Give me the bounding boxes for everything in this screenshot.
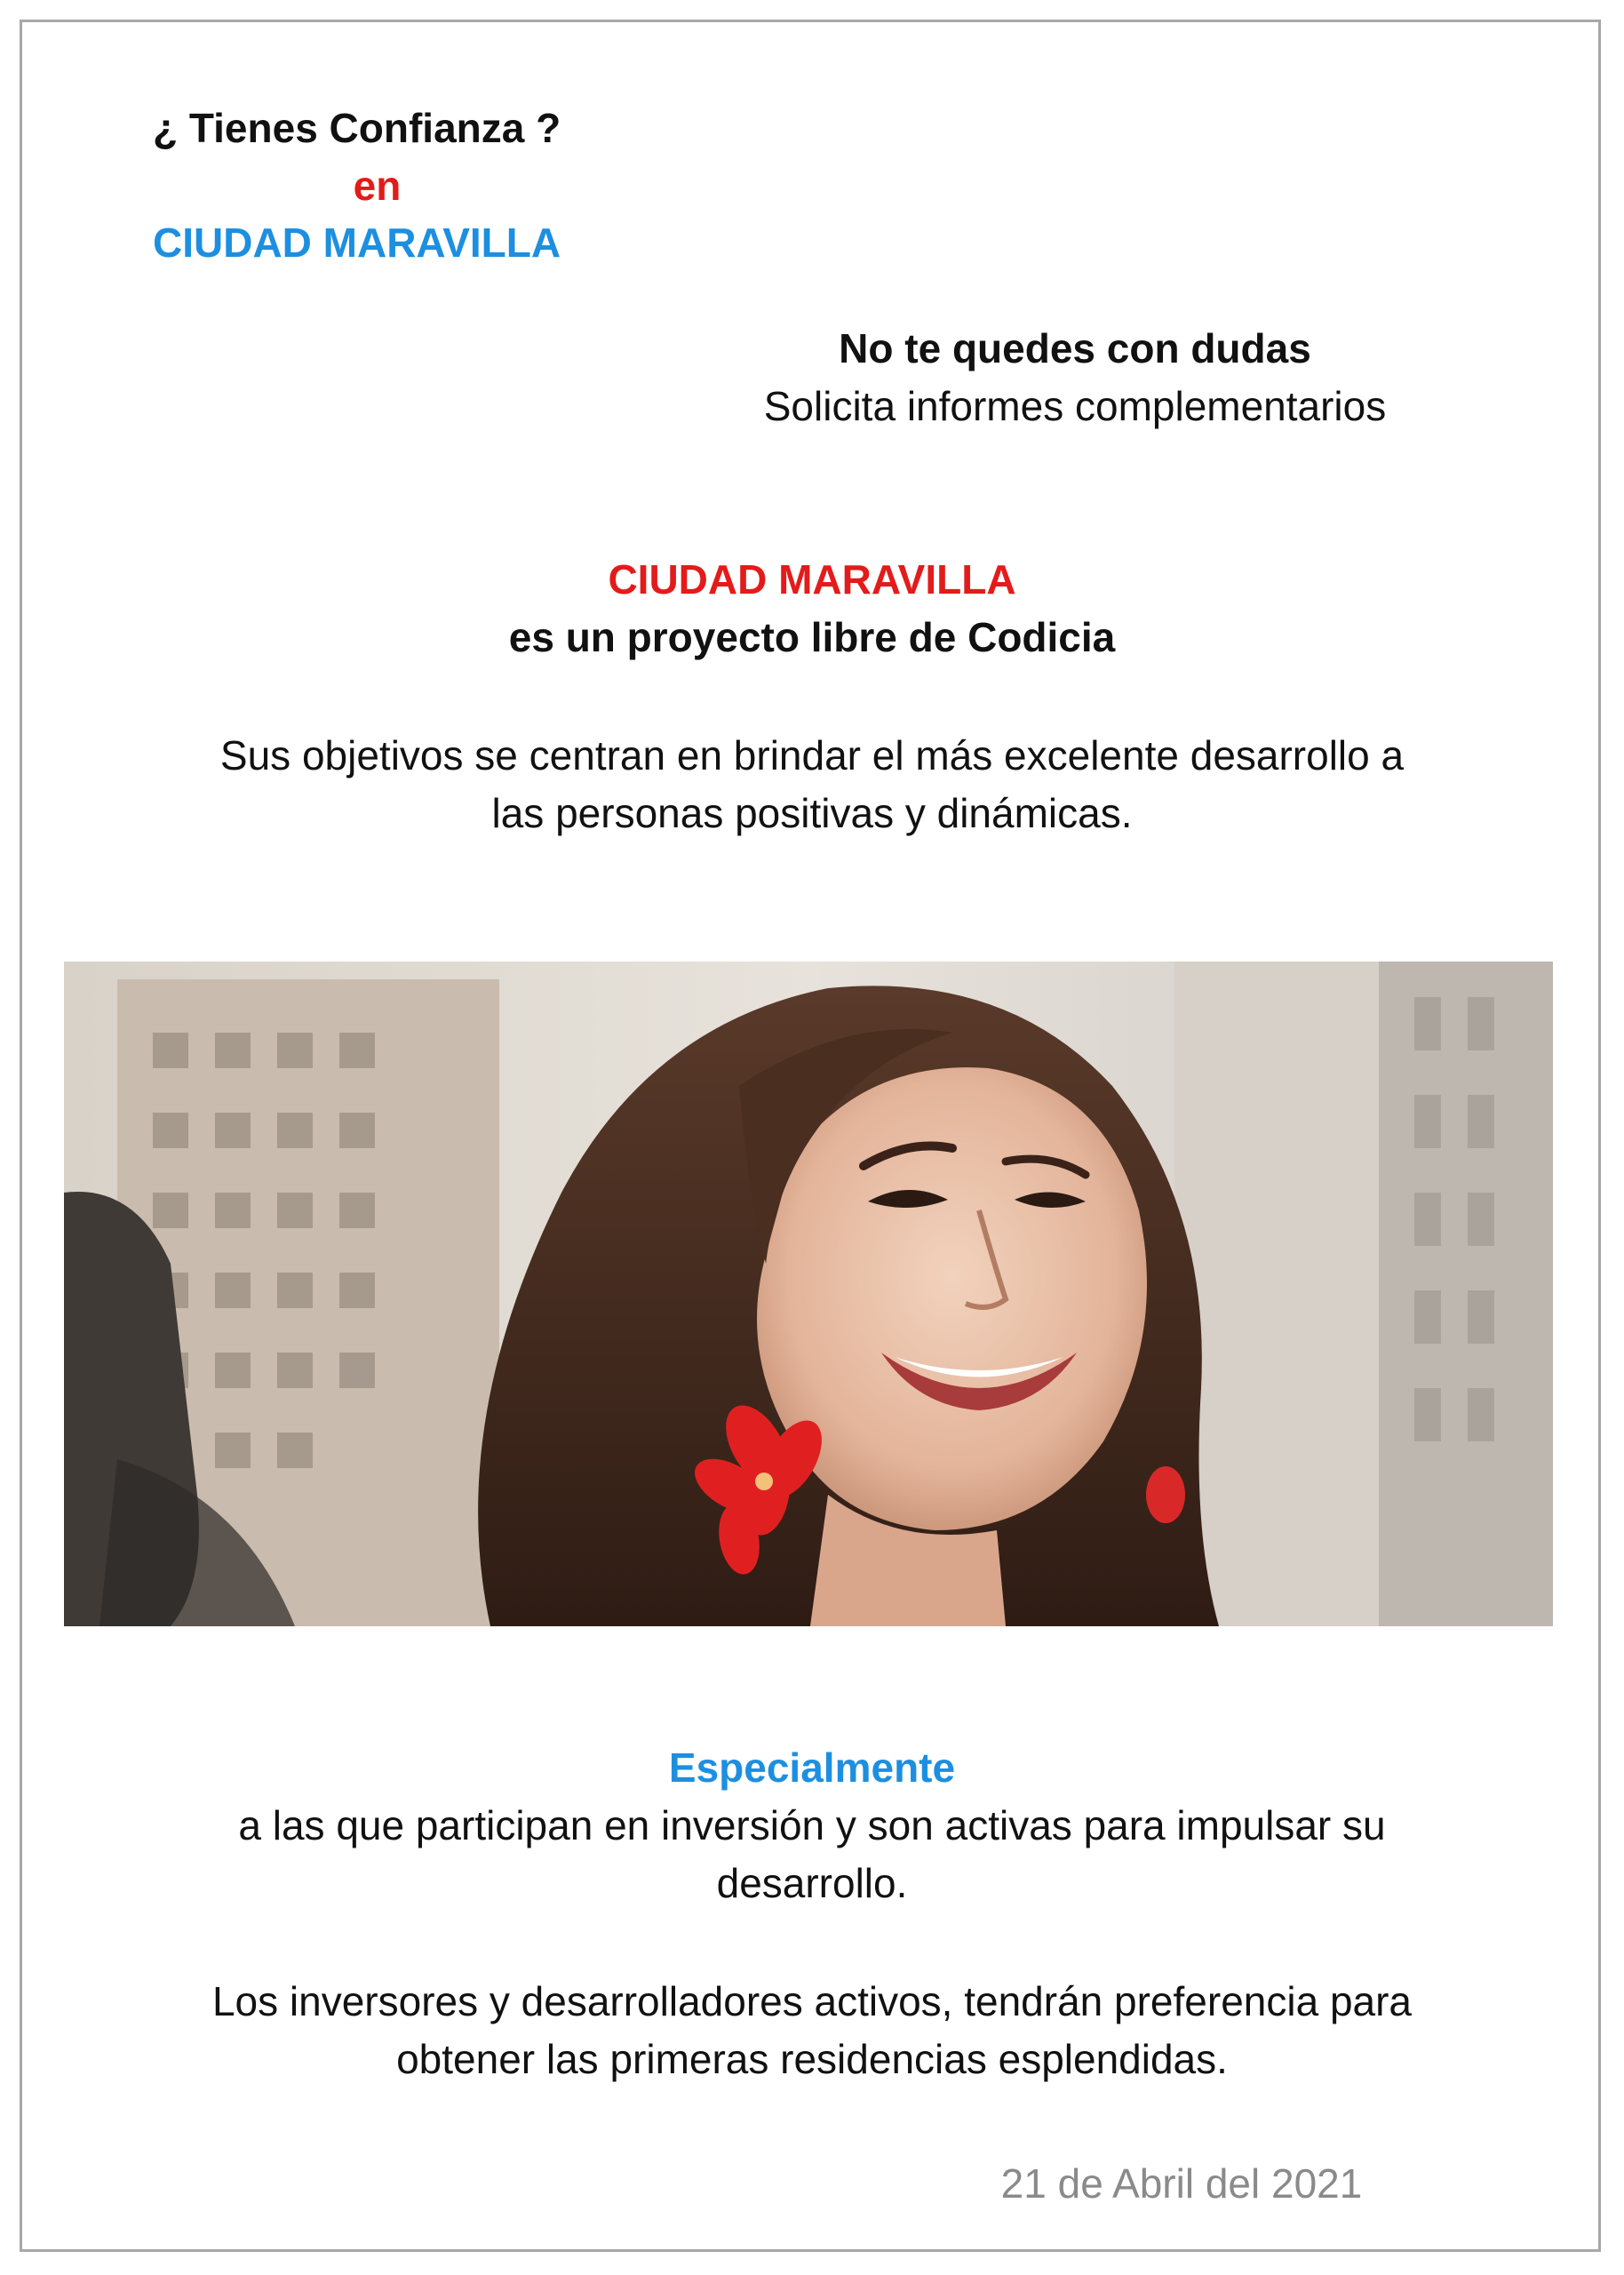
objectives-line-1: Sus objetivos se centran en brindar el más excelente desarrollo a — [219, 732, 1405, 778]
statement-tagline: es un proyecto libre de Codicia — [508, 614, 1116, 660]
prompt-heading: No te quedes con dudas — [839, 325, 1311, 371]
investors-line-2: obtener las primeras residencias esplendidas. — [396, 2036, 1228, 2082]
hero-photo — [64, 962, 1553, 1626]
especially-line-2: desarrollo. — [716, 1860, 908, 1906]
document-date: 21 de Abril del 2021 — [1000, 2160, 1363, 2207]
especially-heading: Especialmente — [668, 1744, 956, 1791]
investors-line-1: Los inversores y desarrolladores activos, tendrán preferencia para — [211, 1978, 1413, 2024]
header-connector: en — [353, 163, 402, 209]
especially-line-1: a las que participan en inversión y son activas para impulsar su — [238, 1802, 1386, 1848]
prompt-subtext: Solicita informes complementarios — [763, 383, 1387, 429]
objectives-line-2: las personas positivas y dinámicas. — [491, 790, 1133, 836]
header-question: ¿ Tienes Confianza ? — [153, 105, 561, 151]
statement-city-name: CIUDAD MARAVILLA — [608, 556, 1016, 603]
header-city-name: CIUDAD MARAVILLA — [153, 220, 561, 266]
